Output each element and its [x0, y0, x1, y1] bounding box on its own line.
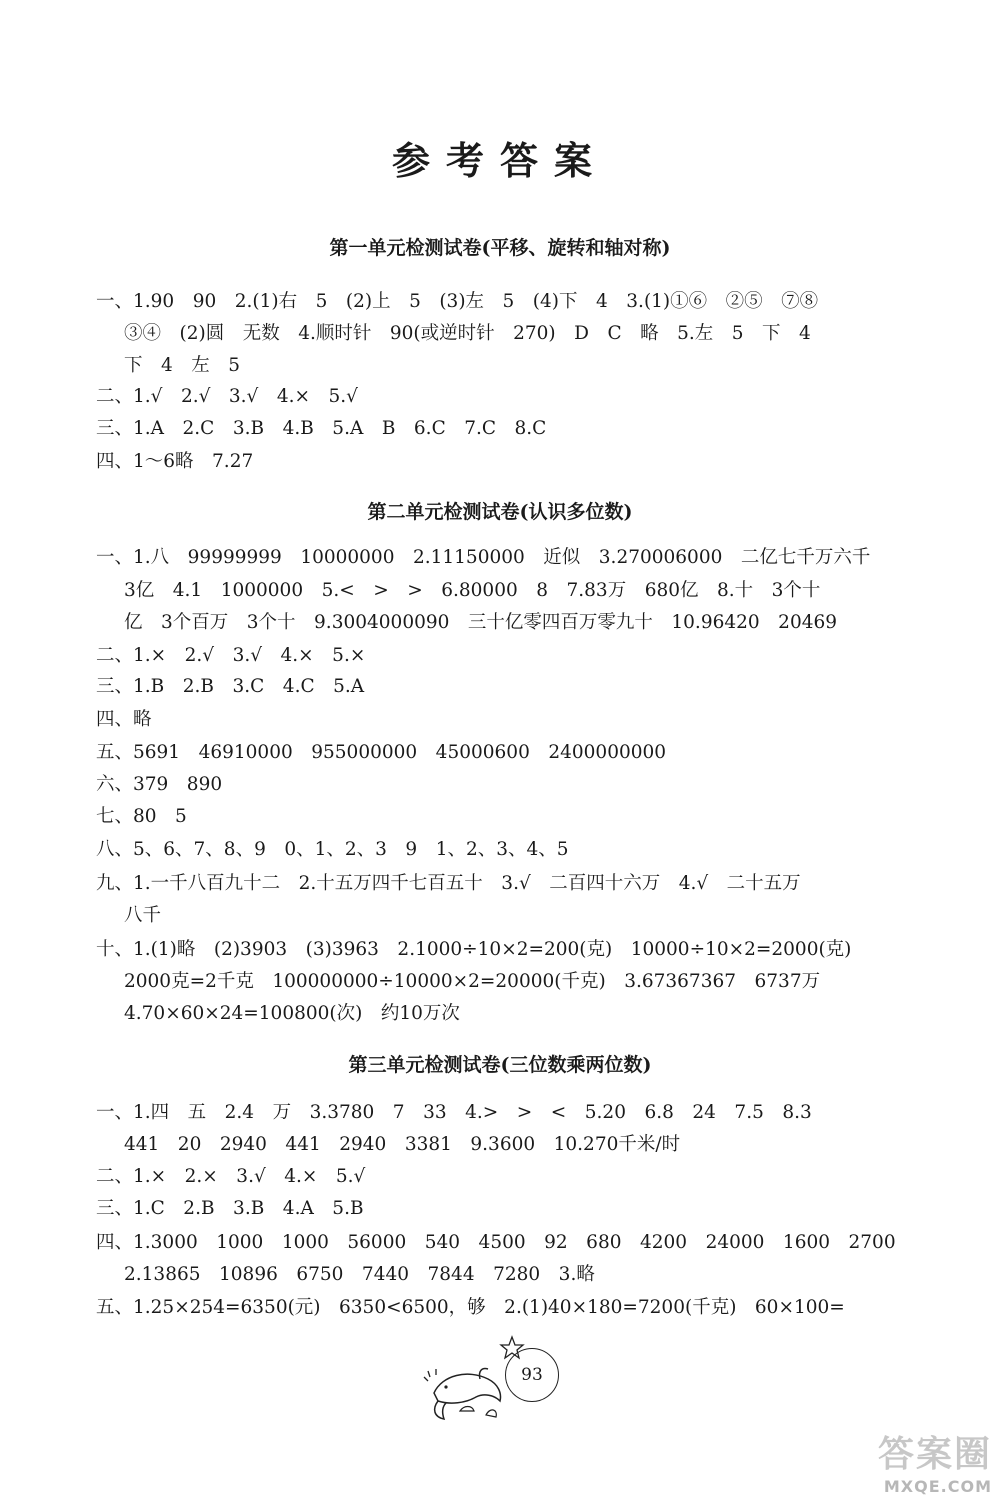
site-watermark	[842, 1426, 992, 1496]
answer-line: 八千	[124, 905, 162, 926]
watermark-cn: 答案圈	[877, 1434, 992, 1475]
answer-line: 十、1.(1)略 (2)3903 (3)3963 2.1000÷10×2=200(克) 10000÷10×2=2000(克)	[96, 939, 852, 960]
answer-line: ③④ (2)圆 无数 4.顺时针 90(或逆时针 270) D C 略 5.左 5 下 4	[124, 323, 811, 344]
answer-line: 2.13865 10896 6750 7440 7844 7280 3.略	[124, 1264, 595, 1285]
watermark-en: MXQE.COM	[883, 1477, 992, 1496]
section-heading-unit-1: 第一单元检测试卷(平移、旋转和轴对称)	[329, 237, 671, 259]
answer-line: 2000克=2千克 100000000÷10000×2=20000(千克) 3.67367367 6737万	[124, 971, 821, 992]
answer-line: 五、1.25×254=6350(元) 6350<6500，够 2.(1)40×180=7200(千克) 60×100=	[96, 1297, 845, 1318]
answer-line: 下 4 左 5	[124, 355, 241, 376]
section-heading-unit-2: 第二单元检测试卷(认识多位数)	[367, 501, 633, 523]
answer-line: 一、1.八 99999999 10000000 2.11150000 近似 3.270006000 二亿七千万六千	[96, 547, 871, 568]
answer-line: 四、略	[96, 709, 152, 730]
answer-line: 七、80 5	[96, 806, 187, 827]
answer-line: 3亿 4.1 1000000 5.< > > 6.80000 8 7.83万 680亿 8.十 3个十	[124, 580, 821, 601]
answer-line: 三、1.C 2.B 3.B 4.A 5.B	[96, 1198, 364, 1219]
answer-line: 4.70×60×24=100800(次) 约10万次	[124, 1003, 460, 1024]
answer-line: 二、1.× 2.× 3.√ 4.× 5.√	[96, 1166, 366, 1187]
answer-line: 九、1.一千八百九十二 2.十五万四千七百五十 3.√ 二百四十六万 4.√ 二十五万	[96, 873, 801, 894]
answer-line: 三、1.A 2.C 3.B 4.B 5.A B 6.C 7.C 8.C	[96, 418, 547, 439]
answer-line: 三、1.B 2.B 3.C 4.C 5.A	[96, 676, 365, 697]
page-title: 参考答案	[391, 138, 608, 183]
answer-line: 一、1.四 五 2.4 万 3.3780 7 33 4.> > < 5.20 6.8 24 7.5 8.3	[96, 1102, 812, 1123]
answer-line: 六、379 890	[96, 774, 223, 795]
answer-line: 四、1～6略 7.27	[96, 451, 254, 472]
answer-line: 二、1.× 2.√ 3.√ 4.× 5.×	[96, 645, 366, 666]
answer-line: 亿 3个百万 3个十 9.3004000090 三十亿零四百万零九十 10.96420 20469	[124, 612, 838, 633]
answer-line: 八、5、6、7、8、9 0、1、2、3 9 1、2、3、4、5	[96, 839, 569, 860]
answer-line: 四、1.3000 1000 1000 56000 540 4500 92 680 4200 24000 1600 2700	[96, 1232, 896, 1253]
section-heading-unit-3: 第三单元检测试卷(三位数乘两位数)	[348, 1054, 652, 1076]
answer-line: 五、5691 46910000 955000000 45000600 2400000000	[96, 742, 667, 763]
page-number: 93	[505, 1348, 559, 1402]
answer-line: 二、1.√ 2.√ 3.√ 4.× 5.√	[96, 386, 358, 407]
answer-line: 441 20 2940 441 2940 3381 9.3600 10.270千米/时	[124, 1134, 681, 1155]
answer-line: 一、1.90 90 2.(1)右 5 (2)上 5 (3)左 5 (4)下 4 3.(1)①⑥ ②⑤ ⑦⑧	[96, 291, 819, 312]
